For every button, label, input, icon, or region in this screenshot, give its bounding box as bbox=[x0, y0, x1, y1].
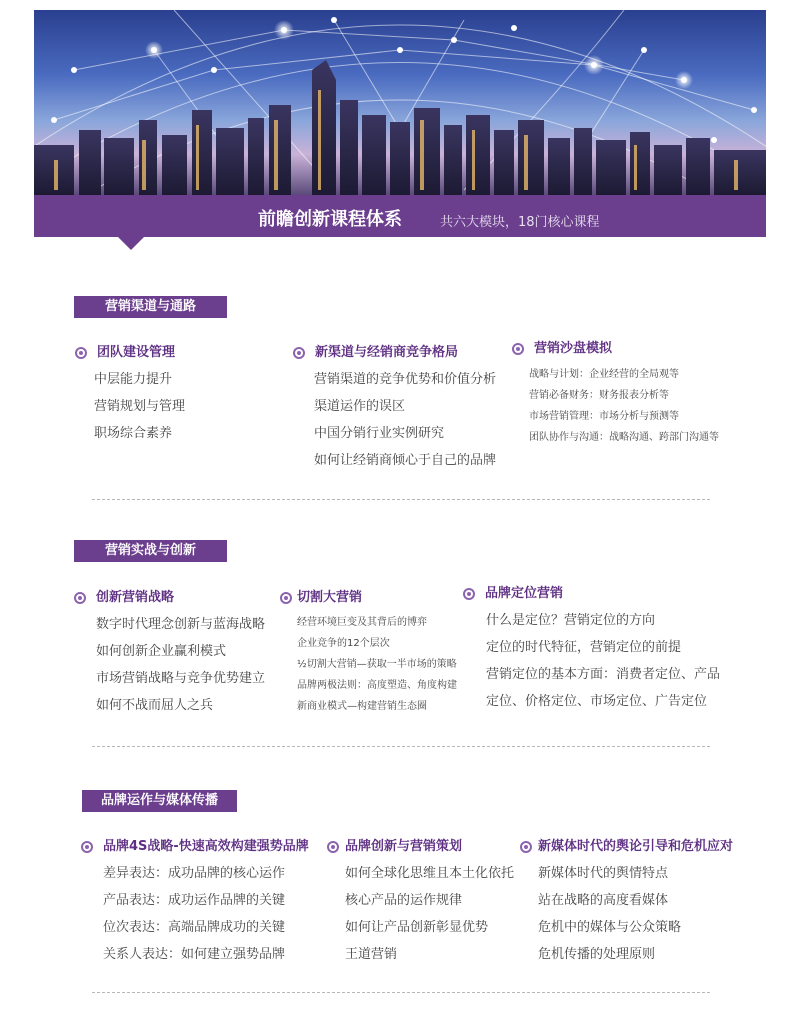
list-item: 定位的时代特征，营销定位的前提 bbox=[486, 640, 682, 655]
module-new-media bbox=[520, 837, 733, 968]
list-item: 营销定位的基本方面：消费者定位、产品 bbox=[486, 667, 721, 682]
list-item: 差异表达：成功品牌的核心运作 bbox=[103, 866, 286, 881]
list-item: 营销规划与管理 bbox=[94, 399, 186, 414]
circle-bullet-icon bbox=[280, 592, 292, 604]
list-item: 新商业模式—构建营销生态圈 bbox=[297, 701, 427, 712]
section-tag-channels: 营销渠道与通路 bbox=[74, 296, 227, 318]
list-item: 职场综合素养 bbox=[94, 426, 173, 441]
circle-bullet-icon bbox=[75, 347, 87, 359]
circle-bullet-icon bbox=[327, 841, 339, 853]
list-item: 位次表达：高端品牌成功的关键 bbox=[103, 920, 286, 935]
list-item: ½切割大营销—获取一半市场的策略 bbox=[297, 659, 457, 670]
list-item: 如何让产品创新彰显优势 bbox=[345, 920, 489, 935]
list-item: 中层能力提升 bbox=[94, 372, 173, 387]
circle-bullet-icon bbox=[293, 347, 305, 359]
circle-bullet-icon bbox=[74, 592, 86, 604]
module-title: 切割大营销 bbox=[280, 588, 457, 608]
module-new-channels bbox=[293, 343, 496, 474]
list-item: 经营环境巨变及其背后的博弈 bbox=[297, 617, 427, 628]
list-item: 市场营销管理：市场分析与预测等 bbox=[529, 411, 679, 422]
module-sandbox-simulation bbox=[512, 339, 719, 448]
list-item: 危机中的媒体与公众策略 bbox=[538, 920, 682, 935]
section-divider bbox=[92, 499, 710, 500]
module-cut-marketing bbox=[280, 588, 457, 717]
city-network-illustration bbox=[34, 10, 766, 195]
list-item: 品牌两极法则：高度塑造、角度构建 bbox=[297, 680, 457, 691]
module-brand-positioning bbox=[463, 584, 720, 715]
list-item: 如何让经销商倾心于自己的品牌 bbox=[314, 453, 497, 468]
list-item: 关系人表达：如何建立强势品牌 bbox=[103, 947, 286, 962]
module-title: 品牌创新与营销策划 bbox=[327, 837, 514, 857]
list-item: 核心产品的运作规律 bbox=[345, 893, 463, 908]
module-title: 品牌定位营销 bbox=[463, 584, 720, 604]
section-tag-brand-media: 品牌运作与媒体传播 bbox=[82, 790, 237, 812]
list-item: 什么是定位？营销定位的方向 bbox=[486, 613, 656, 628]
list-item: 战略与计划：企业经营的全局观等 bbox=[529, 369, 679, 380]
list-item: 市场营销战略与竞争优势建立 bbox=[96, 671, 266, 686]
page-subtitle: 共六大模块，18门核心课程 bbox=[440, 215, 600, 230]
module-innovative-strategy bbox=[74, 588, 265, 719]
list-item: 王道营销 bbox=[345, 947, 398, 962]
circle-bullet-icon bbox=[463, 588, 475, 600]
section-divider bbox=[92, 746, 710, 747]
module-title: 新渠道与经销商竞争格局 bbox=[293, 343, 496, 363]
list-item: 团队协作与沟通：战略沟通、跨部门沟通等 bbox=[529, 432, 719, 443]
list-item: 产品表达：成功运作品牌的关键 bbox=[103, 893, 286, 908]
list-item: 新媒体时代的舆情特点 bbox=[538, 866, 669, 881]
section-tag-practice: 营销实战与创新 bbox=[74, 540, 227, 562]
header-banner-image bbox=[34, 10, 766, 195]
module-team-building bbox=[75, 343, 185, 447]
list-item: 企业竞争的12个层次 bbox=[297, 638, 390, 649]
list-item: 数字时代理念创新与蓝海战略 bbox=[96, 617, 266, 632]
list-item: 如何创新企业赢利模式 bbox=[96, 644, 227, 659]
title-pointer-arrow bbox=[118, 237, 144, 250]
list-item: 营销渠道的竞争优势和价值分析 bbox=[314, 372, 497, 387]
module-brand-innovation bbox=[327, 837, 514, 968]
module-title: 创新营销战略 bbox=[74, 588, 265, 608]
module-title: 营销沙盘模拟 bbox=[512, 339, 719, 359]
list-item: 站在战略的高度看媒体 bbox=[538, 893, 669, 908]
module-brand-4s bbox=[81, 837, 309, 968]
module-title: 新媒体时代的舆论引导和危机应对 bbox=[520, 837, 733, 857]
page-title: 前瞻创新课程体系 bbox=[258, 209, 402, 230]
list-item: 中国分销行业实例研究 bbox=[314, 426, 445, 441]
list-item: 定位、价格定位、市场定位、广告定位 bbox=[486, 694, 708, 709]
list-item: 如何不战而屈人之兵 bbox=[96, 698, 214, 713]
section-divider bbox=[92, 992, 710, 993]
circle-bullet-icon bbox=[520, 841, 532, 853]
list-item: 如何全球化思维且本土化依托 bbox=[345, 866, 515, 881]
module-title: 品牌4S战略-快速高效构建强势品牌 bbox=[81, 837, 309, 857]
module-title: 团队建设管理 bbox=[75, 343, 185, 363]
list-item: 危机传播的处理原则 bbox=[538, 947, 656, 962]
circle-bullet-icon bbox=[81, 841, 93, 853]
list-item: 营销必备财务：财务报表分析等 bbox=[529, 390, 669, 401]
list-item: 渠道运作的误区 bbox=[314, 399, 406, 414]
circle-bullet-icon bbox=[512, 343, 524, 355]
